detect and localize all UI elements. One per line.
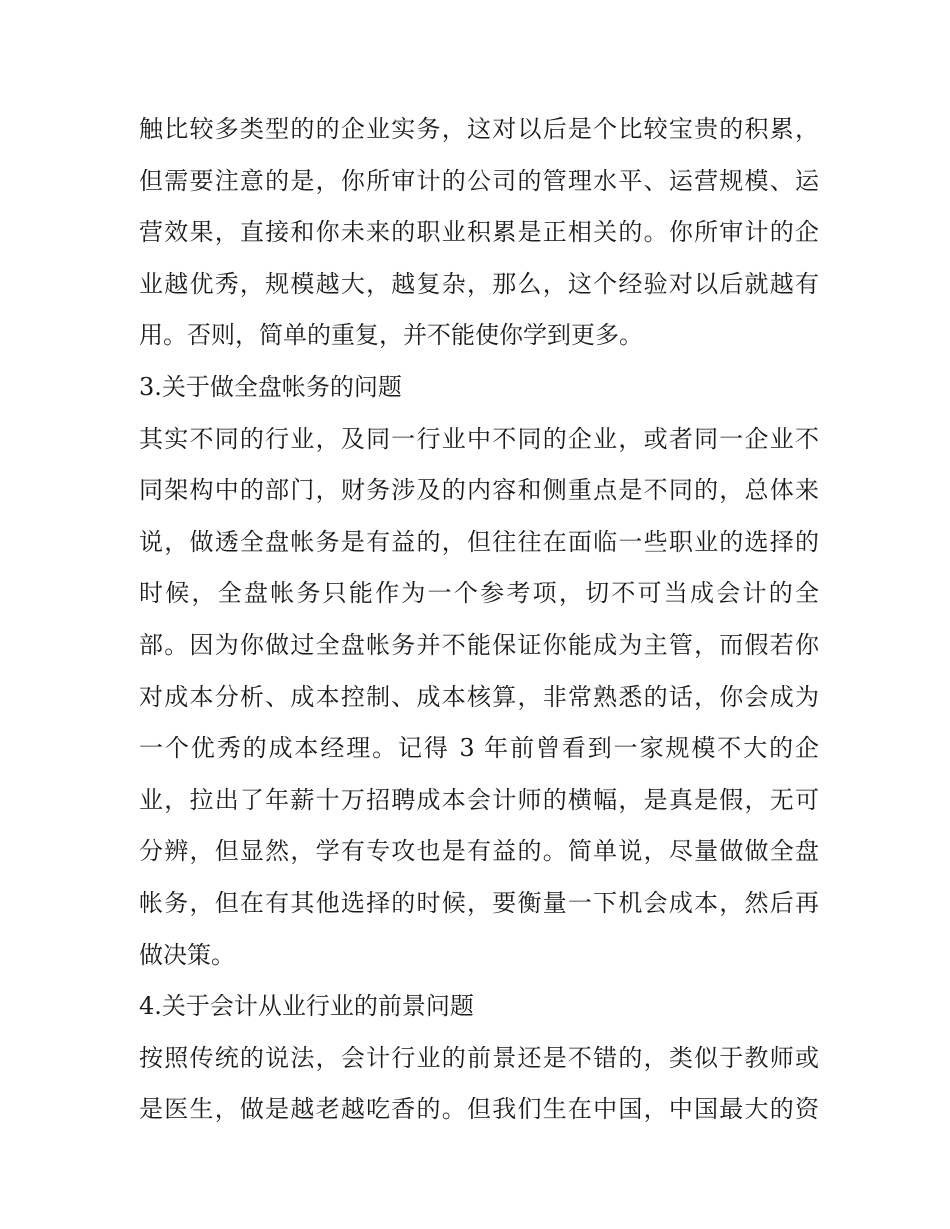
- text-line: 对成本分析、成本控制、成本核算，非常熟悉的话，你会成为: [139, 682, 819, 711]
- text-line: 按照传统的说法，会计行业的前景还是不错的，类似于教师或: [139, 1043, 819, 1072]
- text-line: 但需要注意的是，你所审计的公司的管理水平、运营规模、运: [139, 166, 819, 195]
- text-line: 其实不同的行业，及同一行业中不同的企业，或者同一企业不: [139, 424, 819, 453]
- text-line: 分辨，但显然，学有专攻也是有益的。简单说，尽量做做全盘: [139, 837, 819, 866]
- text-line: 业越优秀，规模越大，越复杂，那么，这个经验对以后就越有: [139, 269, 819, 298]
- text-line: 是医生，做是越老越吃香的。但我们生在中国，中国最大的资: [139, 1095, 819, 1124]
- text-line: 时候，全盘帐务只能作为一个参考项，切不可当成会计的全: [139, 579, 819, 608]
- text-line: 说，做透全盘帐务是有益的，但往往在面临一些职业的选择的: [139, 527, 819, 556]
- text-line: 做决策。: [139, 940, 235, 969]
- text-line: 营效果，直接和你未来的职业积累是正相关的。你所审计的企: [139, 218, 819, 247]
- section-heading: 4.关于会计从业行业的前景问题: [139, 992, 474, 1021]
- text-line: 部。因为你做过全盘帐务并不能保证你能成为主管，而假若你: [139, 630, 819, 659]
- text-line: 一个优秀的成本经理。记得 3 年前曾看到一家规模不大的企: [139, 734, 819, 763]
- text-line: 触比较多类型的的企业实务，这对以后是个比较宝贵的积累，: [139, 115, 819, 143]
- text-line: 业，拉出了年薪十万招聘成本会计师的横幅，是真是假，无可: [139, 785, 819, 814]
- text-line: 用。否则，简单的重复，并不能使你学到更多。: [139, 321, 643, 350]
- text-line: 同架构中的部门，财务涉及的内容和侧重点是不同的，总体来: [139, 476, 819, 505]
- text-line: 帐务，但在有其他选择的时候，要衡量一下机会成本，然后再: [139, 888, 819, 917]
- document-body: [139, 104, 819, 1136]
- section-heading: 3.关于做全盘帐务的问题: [139, 372, 402, 401]
